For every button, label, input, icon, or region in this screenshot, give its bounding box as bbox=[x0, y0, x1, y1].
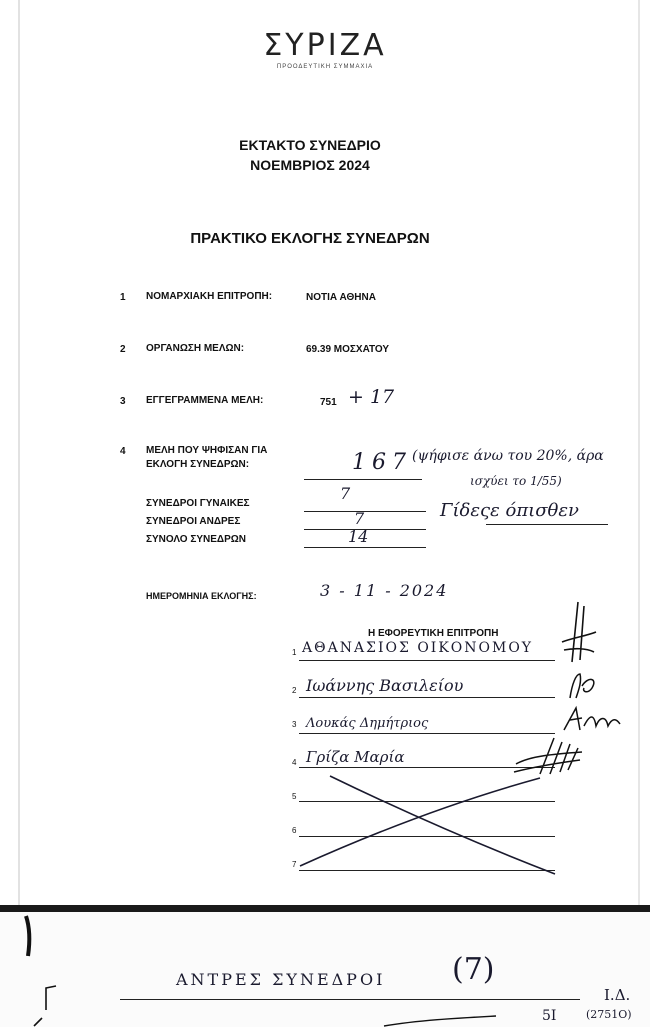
back-page-count: (7) bbox=[452, 952, 495, 987]
field-4-underline bbox=[304, 479, 422, 480]
document-title: ΠΡΑΚΤΙΚΟ ΕΚΛΟΓΗΣ ΣΥΝΕΔΡΩΝ bbox=[190, 230, 430, 247]
field-4-label-line2: ΕΚΛΟΓΗ ΣΥΝΕΔΡΩΝ: bbox=[146, 459, 250, 470]
men-delegates-label: ΣΥΝΕΔΡΟΙ ΑΝΔΡΕΣ bbox=[146, 516, 241, 527]
election-date-label: ΗΜΕΡΟΜΗΝΙΑ ΕΚΛΟΓΗΣ: bbox=[146, 591, 257, 601]
ink-mark-top bbox=[18, 914, 38, 958]
back-page-fragment bbox=[0, 912, 650, 1027]
logo-mark: ΣΥΡΙΖΑ bbox=[263, 28, 387, 63]
member-6-number: 6 bbox=[292, 826, 297, 835]
total-delegates-label: ΣΥΝΟΛΟ ΣΥΝΕΔΡΩΝ bbox=[146, 534, 247, 545]
field-2-value: 69.39 ΜΟΣΧΑΤΟΥ bbox=[306, 344, 390, 355]
member-4-number: 4 bbox=[292, 758, 297, 767]
committee-title: Η ΕΦΟΡΕΥΤΙΚΗ ΕΠΙΤΡΟΠΗ bbox=[368, 628, 499, 639]
back-page-line1: ΑΝΤΡΕΣ ΣΥΝΕΔΡΟΙ bbox=[176, 970, 386, 989]
field-4-label-line1: ΜΕΛΗ ΠΟΥ ΨΗΦΙΣΑΝ ΓΙΑ bbox=[146, 445, 268, 456]
total-delegates-underline bbox=[304, 547, 426, 548]
back-page-initials: Ι.Δ. bbox=[604, 986, 631, 1004]
congress-title: ΕΚΤΑΚΤΟ ΣΥΝΕΔΡΙΟ bbox=[239, 137, 381, 153]
signature-1 bbox=[558, 598, 598, 670]
back-page-line2-tail: 5Ι bbox=[542, 1008, 557, 1024]
empty-slots-crossout bbox=[290, 770, 570, 880]
back-page-line2-code: (2751Ο) bbox=[586, 1008, 632, 1021]
member-1-number: 1 bbox=[292, 648, 297, 657]
election-date-value: 3 - 11 - 2024 bbox=[320, 581, 449, 600]
field-2-label: ΟΡΓΑΝΩΣΗ ΜΕΛΩΝ: bbox=[146, 343, 245, 354]
field-3-number: 3 bbox=[120, 396, 126, 407]
member-2-name: Ιωάννης Βασιλείου bbox=[306, 676, 464, 695]
field-4-handwritten: 167 bbox=[352, 450, 412, 475]
field-1-number: 1 bbox=[120, 292, 126, 303]
logo-subtitle: ΠΡΟΟΔΕΥΤΙΚΗ ΣΥΜΜΑΧΙΑ bbox=[276, 64, 374, 70]
women-delegates-value: 7 bbox=[340, 484, 351, 503]
member-3-number: 3 bbox=[292, 720, 297, 729]
member-1-line bbox=[299, 660, 555, 661]
field-4-note-line1: (ψήφισε άνω του 20%, άρα bbox=[412, 448, 604, 464]
field-3-label: ΕΓΓΕΓΡΑΜΜΕΝΑ ΜΕΛΗ: bbox=[146, 395, 264, 406]
signature-3 bbox=[560, 704, 622, 734]
page-edge-left bbox=[18, 0, 20, 905]
signature-4 bbox=[510, 734, 586, 780]
page-divider bbox=[0, 905, 650, 912]
field-3-value: 751 bbox=[320, 397, 337, 408]
field-3-handwritten: + 17 bbox=[348, 386, 395, 408]
field-4-note-line2: ισχύει το 1/55) bbox=[470, 474, 562, 488]
signature-2 bbox=[562, 668, 602, 704]
back-page-line2-stroke bbox=[380, 1012, 500, 1027]
men-delegates-value: 7 bbox=[354, 509, 365, 528]
side-note-underline bbox=[486, 524, 608, 525]
field-1-value: ΝΟΤΙΑ ΑΘΗΝΑ bbox=[306, 292, 376, 303]
page-edge-right bbox=[638, 0, 640, 905]
member-4-name: Γρίζα Μαρία bbox=[306, 748, 405, 766]
ink-mark-bottom bbox=[30, 1016, 50, 1027]
total-delegates-value: 14 bbox=[348, 527, 369, 546]
congress-date: ΝΟΕΜΒΡΙΟΣ 2024 bbox=[250, 157, 370, 173]
member-3-name: Λουκάς Δημήτριος bbox=[306, 716, 429, 731]
women-delegates-underline bbox=[304, 511, 426, 512]
delegates-side-note: Γίδεςε όπισθεν bbox=[440, 500, 579, 521]
field-4-number: 4 bbox=[120, 446, 126, 457]
member-7-number: 7 bbox=[292, 860, 297, 869]
member-1-name: ΑΘΑΝΑΣΙΟΣ ΟΙΚΟΝΟΜΟΥ bbox=[302, 640, 534, 656]
field-2-number: 2 bbox=[120, 344, 126, 355]
field-1-label: ΝΟΜΑΡΧΙΑΚΗ ΕΠΙΤΡΟΠΗ: bbox=[146, 291, 273, 302]
women-delegates-label: ΣΥΝΕΔΡΟΙ ΓΥΝΑΙΚΕΣ bbox=[146, 498, 250, 509]
party-logo bbox=[0, 28, 650, 70]
member-2-line bbox=[299, 697, 555, 698]
ink-mark-left bbox=[40, 982, 62, 1012]
member-5-number: 5 bbox=[292, 792, 297, 801]
member-2-number: 2 bbox=[292, 686, 297, 695]
back-page-line1-underline bbox=[120, 999, 580, 1000]
